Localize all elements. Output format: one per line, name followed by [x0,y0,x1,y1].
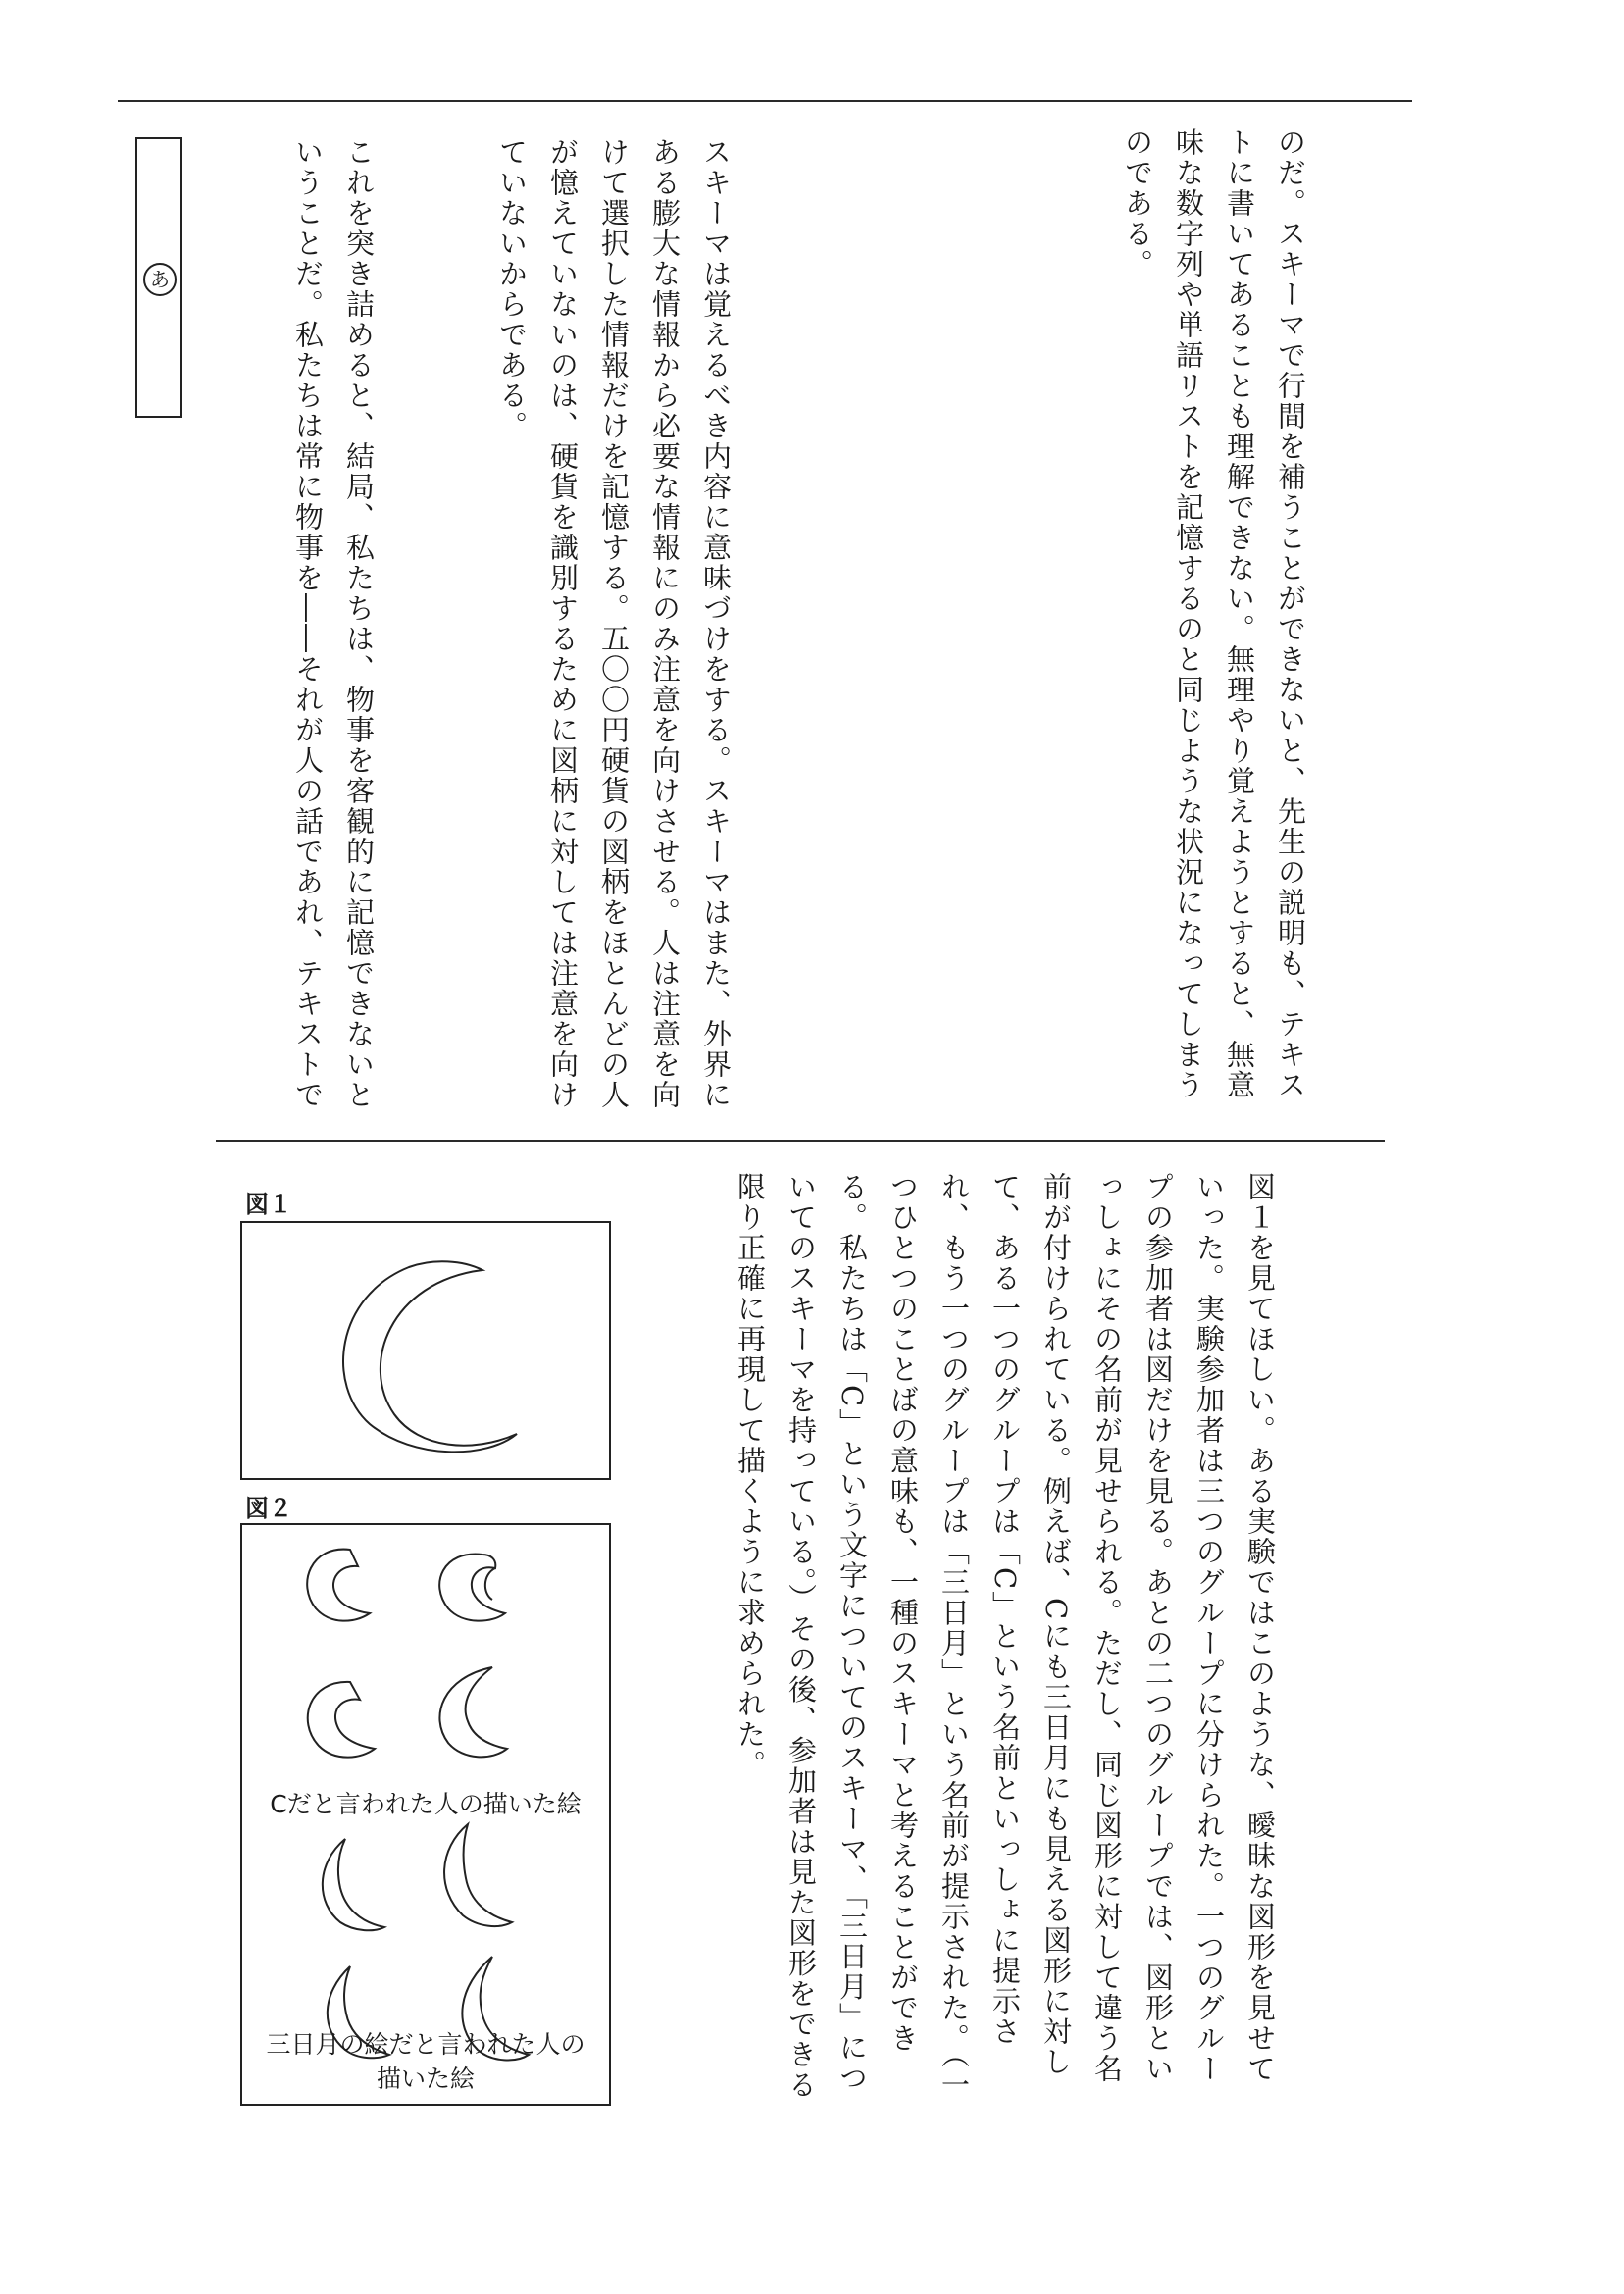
top-text-block-2 [284,137,843,1118]
top-paragraph-3: スキーマは覚えるべき内容に意味づけをする。スキーマはまた、外界にある膨大な情報から必要な情報にのみ注意を向けさせる。人は注意を向けて選択した情報だけを記憶する。五〇〇円硬貨の図柄をほとんどの人が憶えていないのは、硬貨を識別するために図柄に対しては注意を向けていないからである。 [495,137,733,1110]
figure-1-box [240,1221,611,1480]
bottom-text-block [642,1172,1388,2104]
top-paragraph-4: これを突き詰めると、結局、私たちは、物事を客観的に記憶できないということだ。私たちは常に物事を――それが人の話であれ、テキストで [291,137,376,1110]
caption-c-drawings: Cだと言われた人の描いた絵 [270,1790,582,1818]
caption-moon-drawings-line2: 描いた絵 [376,2065,475,2093]
crescent-figure [242,1223,609,1478]
answer-blank-a [135,137,182,418]
source-note [126,1662,180,2114]
figure-2-label: 図２ [245,1495,292,1522]
figure-1-label: 図１ [245,1191,292,1218]
section-heading [851,137,906,530]
top-rule [118,100,1412,102]
middle-rule [216,1140,1385,1142]
bottom-paragraph-1: 図１を見てほしい。ある実験ではこのような、曖昧な図形を見せていった。実験参加者は三つのグループに分けられた。一つのグループの参加者は図だけを見る。あとの二つのグループでは、図形といっしょにその名前が見せられる。ただし、同じ図形に対して違う名前が付けられている。例えば、Cにも三日月にも見える図形に対して、ある一つのグループは「C」という名前といっしょに提示され、もう一つのグループは「三日月」という名前が提示された。（一つひとつのことばの意味も、一種のスキーマと考えることができる。私たちは「C」という文字についてのスキーマ、「三日月」についてのスキーマを持っている。）その後、参加者は見た図形をできる限り正確に再現して描くように求められた。 [734,1172,1277,2101]
top-text-block-1 [1045,127,1418,1118]
blank-a-mark: あ [143,263,177,296]
figure-2-box [240,1523,611,2106]
top-paragraph-1: のだ。スキーマで行間を補うことができないと、先生の説明も、テキストに書いてあることも理解できない。無理やり覚えようとすると、無意味な数字列や単語リストを記憶するのと同じような状況になってしまうのである。 [1121,127,1307,1100]
omission-note [201,167,256,304]
caption-moon-drawings-line1: 三日月の絵だと言われた人の [266,2030,585,2059]
source-citation [181,1260,236,2123]
